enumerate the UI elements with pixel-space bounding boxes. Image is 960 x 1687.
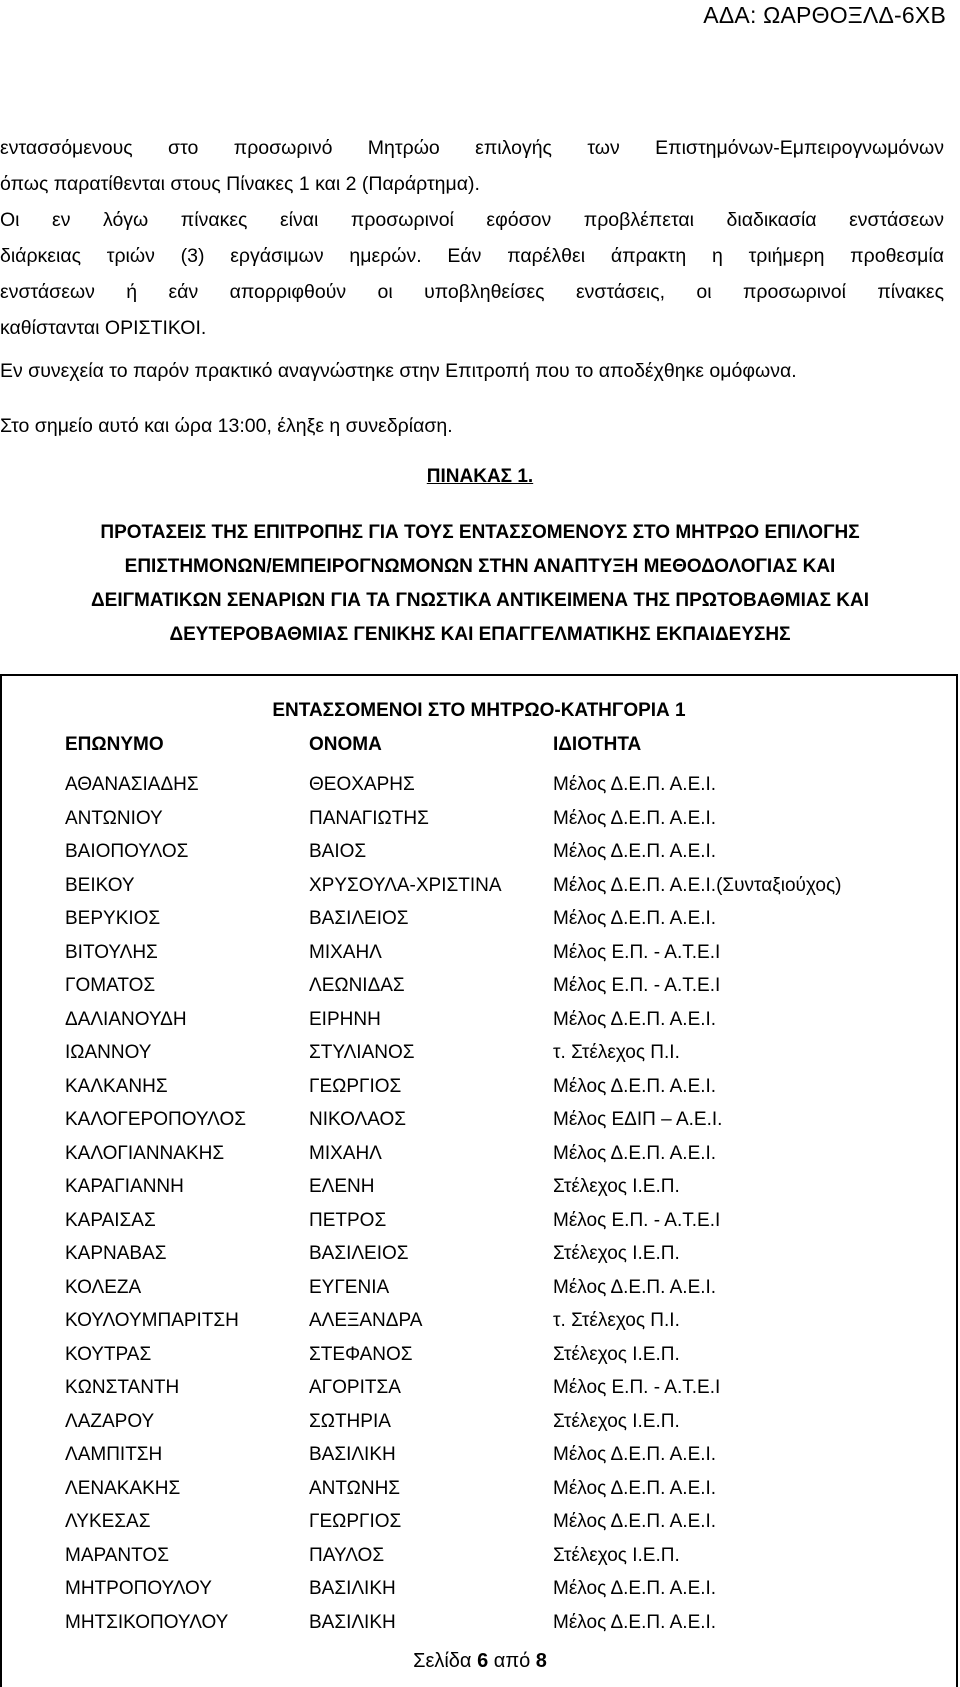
cell-surname: ΚΩΝΣΤΑΝΤΗ <box>65 1377 180 1398</box>
cell-surname: ΛΑΖΑΡΟΥ <box>65 1410 155 1432</box>
cell-name: ΒΑΣΙΛΙΚΗ <box>309 1444 396 1465</box>
cell-name: ΣΤΕΦΑΝΟΣ <box>309 1343 413 1365</box>
cell-capacity: Μέλος Δ.Ε.Π. Α.Ε.Ι.(Συνταξιούχος) <box>553 874 842 896</box>
column-header-capacity: ΙΔΙΟΤΗΤΑ <box>553 734 642 755</box>
table-row <box>2 1438 956 1472</box>
table-row <box>2 902 956 936</box>
table-row <box>2 1137 956 1171</box>
cell-surname: ΔΑΛΙΑΝΟΥΔΗ <box>65 1008 187 1030</box>
cell-capacity: Στέλεχος Ι.Ε.Π. <box>553 1176 680 1197</box>
heading-line: ΠΡΟΤΑΣΕΙΣ ΤΗΣ ΕΠΙΤΡΟΠΗΣ ΓΙΑ ΤΟΥΣ ΕΝΤΑΣΣΟΜΕΝΟΥΣ ΣΤΟ ΜΗΤΡΩΟ ΕΠΙΛΟΓΗΣ <box>100 522 860 543</box>
cell-name: ΠΑΝΑΓΙΩΤΗΣ <box>309 807 429 829</box>
cell-capacity: Μέλος Δ.Ε.Π. Α.Ε.Ι. <box>553 908 717 929</box>
table-row <box>2 1070 956 1104</box>
approval-paragraph: Εν συνεχεία το παρόν πρακτικό αναγνώστηκε στην Επιτροπή που το αποδέχθηκε ομόφωνα. <box>0 360 797 382</box>
cell-surname: ΚΑΛΟΓΙΑΝΝΑΚΗΣ <box>65 1142 225 1164</box>
table-row <box>2 1606 956 1640</box>
cell-name: ΑΓΟΡΙΤΣΑ <box>309 1377 401 1398</box>
footer-page-number: 6 <box>477 1650 489 1672</box>
table-row <box>2 1338 956 1372</box>
cell-surname: ΛΑΜΠΙΤΣΗ <box>65 1444 163 1465</box>
footer-prefix: Σελίδα <box>413 1650 472 1672</box>
cell-name: ΕΥΓΕΝΙΑ <box>309 1276 390 1298</box>
cell-surname: ΛΕΝΑΚΑΚΗΣ <box>65 1477 181 1499</box>
table-row <box>2 1237 956 1271</box>
cell-surname: ΑΝΤΩΝΙΟΥ <box>65 807 163 829</box>
cell-surname: ΜΑΡΑΝΤΟΣ <box>65 1544 169 1566</box>
cell-name: ΒΑΣΙΛΕΙΟΣ <box>309 908 409 929</box>
cell-capacity: τ. Στέλεχος Π.Ι. <box>553 1042 680 1063</box>
table-title: ΠΙΝΑΚΑΣ 1. <box>426 466 534 487</box>
paragraph-line: ενστάσεων ή εάν απορριφθούν οι υποβληθείσες ενστάσεις, οι προσωρινοί πίνακες <box>0 281 944 303</box>
cell-capacity: Μέλος Ε.Π. - Α.Τ.Ε.Ι <box>553 1377 721 1398</box>
table-row <box>2 1472 956 1506</box>
cell-capacity: Μέλος Δ.Ε.Π. Α.Ε.Ι. <box>553 1477 717 1499</box>
cell-capacity: Στέλεχος Ι.Ε.Π. <box>553 1410 680 1432</box>
table-row <box>2 1304 956 1338</box>
table-row <box>2 802 956 836</box>
cell-name: ΘΕΟΧΑΡΗΣ <box>309 774 415 795</box>
paragraph-line: Οι εν λόγω πίνακες είναι προσωρινοί εφόσον προβλέπεται διαδικασία ενστάσεων <box>0 209 944 231</box>
cell-surname: ΜΗΤΣΙΚΟΠΟΥΛΟΥ <box>65 1611 229 1633</box>
cell-surname: ΛΥΚΕΣΑΣ <box>65 1511 151 1532</box>
cell-capacity: Μέλος Δ.Ε.Π. Α.Ε.Ι. <box>553 1075 717 1097</box>
cell-name: ΛΕΩΝΙΔΑΣ <box>309 975 405 996</box>
table-row <box>2 1271 956 1305</box>
cell-surname: ΚΑΛΚΑΝΗΣ <box>65 1075 168 1097</box>
cell-name: ΕΙΡΗΝΗ <box>309 1008 381 1030</box>
cell-name: ΒΑΣΙΛΙΚΗ <box>309 1611 396 1633</box>
table-row <box>2 1572 956 1606</box>
cell-surname: ΚΟΥΛΟΥΜΠΑΡΙΤΣΗ <box>65 1310 239 1331</box>
cell-name: ΒΑΣΙΛΕΙΟΣ <box>309 1243 409 1264</box>
cell-surname: ΚΟΛΕΖΑ <box>65 1276 142 1298</box>
table-heading <box>0 516 960 652</box>
table-row <box>2 1103 956 1137</box>
cell-surname: ΑΘΑΝΑΣΙΑΔΗΣ <box>65 774 199 795</box>
cell-surname: ΚΑΡΑΙΣΑΣ <box>65 1209 156 1231</box>
cell-capacity: Μέλος Δ.Ε.Π. Α.Ε.Ι. <box>553 841 717 862</box>
cell-surname: ΚΑΛΟΓΕΡΟΠΟΥΛΟΣ <box>65 1109 246 1130</box>
intro-paragraph <box>0 130 944 346</box>
cell-surname: ΓΟΜΑΤΟΣ <box>65 975 156 996</box>
cell-capacity: Στέλεχος Ι.Ε.Π. <box>553 1544 680 1566</box>
cell-surname: ΒΕΙΚΟΥ <box>65 874 135 896</box>
table-row <box>2 1405 956 1439</box>
paragraph-line: διάρκειας τριών (3) εργάσιμων ημερών. Εάν παρέλθει άπρακτη η τριήμερη προθεσμία <box>0 245 944 267</box>
table-row <box>2 1170 956 1204</box>
column-header-surname: ΕΠΩΝΥΜΟ <box>65 734 164 755</box>
heading-line: ΔΕΥΤΕΡΟΒΑΘΜΙΑΣ ΓΕΝΙΚΗΣ ΚΑΙ ΕΠΑΓΓΕΛΜΑΤΙΚΗΣ ΕΚΠΑΙΔΕΥΣΗΣ <box>169 624 791 645</box>
cell-capacity: Μέλος Δ.Ε.Π. Α.Ε.Ι. <box>553 1276 717 1298</box>
cell-name: ΝΙΚΟΛΑΟΣ <box>309 1109 407 1130</box>
page-footer <box>0 1650 960 1673</box>
table-row <box>2 1036 956 1070</box>
cell-surname: ΚΟΥΤΡΑΣ <box>65 1343 152 1365</box>
cell-capacity: Μέλος Δ.Ε.Π. Α.Ε.Ι. <box>553 1444 717 1465</box>
cell-capacity: Μέλος Δ.Ε.Π. Α.Ε.Ι. <box>553 1511 717 1532</box>
table-row <box>2 869 956 903</box>
cell-capacity: Μέλος Δ.Ε.Π. Α.Ε.Ι. <box>553 774 717 795</box>
cell-surname: ΚΑΡΑΓΙΑΝΝΗ <box>65 1176 184 1197</box>
table-row <box>2 768 956 802</box>
table-row <box>2 969 956 1003</box>
footer-total-pages: 8 <box>535 1650 547 1672</box>
cell-name: ΣΤΥΛΙΑΝΟΣ <box>309 1042 415 1063</box>
cell-name: ΠΕΤΡΟΣ <box>309 1209 387 1231</box>
table-body <box>2 768 956 1639</box>
cell-capacity: Μέλος Δ.Ε.Π. Α.Ε.Ι. <box>553 1008 717 1030</box>
cell-surname: ΒΙΤΟΥΛΗΣ <box>65 941 158 963</box>
cell-surname: ΜΗΤΡΟΠΟΥΛΟΥ <box>65 1578 212 1599</box>
cell-capacity: Μέλος Δ.Ε.Π. Α.Ε.Ι. <box>553 1611 717 1633</box>
registry-table <box>0 674 958 1687</box>
cell-name: ΓΕΩΡΓΙΟΣ <box>309 1511 402 1532</box>
cell-capacity: Μέλος Δ.Ε.Π. Α.Ε.Ι. <box>553 1578 717 1599</box>
cell-capacity: Μέλος Ε.Π. - Α.Τ.Ε.Ι <box>553 941 721 963</box>
cell-surname: ΚΑΡΝΑΒΑΣ <box>65 1243 167 1264</box>
cell-name: ΕΛΕΝΗ <box>309 1176 375 1197</box>
table-row <box>2 1371 956 1405</box>
table-row <box>2 1505 956 1539</box>
cell-capacity: Στέλεχος Ι.Ε.Π. <box>553 1243 680 1264</box>
cell-name: ΠΑΥΛΟΣ <box>309 1544 385 1566</box>
paragraph-line: όπως παρατίθενται στους Πίνακες 1 και 2 (Παράρτημα). <box>0 173 480 195</box>
cell-surname: ΒΕΡΥΚΙΟΣ <box>65 908 161 929</box>
heading-line: ΕΠΙΣΤΗΜΟΝΩΝ/ΕΜΠΕΙΡΟΓΝΩΜΟΝΩΝ ΣΤΗΝ ΑΝΑΠΤΥΞΗ ΜΕΘΟΔΟΛΟΓΙΑΣ ΚΑΙ <box>124 556 836 577</box>
cell-name: ΑΛΕΞΑΝΔΡΑ <box>309 1310 423 1331</box>
footer-middle: από <box>493 1650 531 1672</box>
cell-capacity: Στέλεχος Ι.Ε.Π. <box>553 1343 680 1365</box>
cell-name: ΜΙΧΑΗΛ <box>309 1142 382 1164</box>
paragraph-line: καθίστανται ΟΡΙΣΤΙΚΟΙ. <box>0 317 207 339</box>
cell-name: ΜΙΧΑΗΛ <box>309 941 382 963</box>
cell-capacity: Μέλος Ε.Π. - Α.Τ.Ε.Ι <box>553 1209 721 1231</box>
heading-line: ΔΕΙΓΜΑΤΙΚΩΝ ΣΕΝΑΡΙΩΝ ΓΙΑ ΤΑ ΓΝΩΣΤΙΚΑ ΑΝΤΙΚΕΙΜΕΝΑ ΤΗΣ ΠΡΩΤΟΒΑΘΜΙΑΣ ΚΑΙ <box>91 590 869 611</box>
category-title: ΕΝΤΑΣΣΟΜΕΝΟΙ ΣΤΟ ΜΗΤΡΩΟ-ΚΑΤΗΓΟΡΙΑ 1 <box>272 700 686 721</box>
cell-surname: ΒΑΙΟΠΟΥΛΟΣ <box>65 841 189 862</box>
cell-name: ΒΑΣΙΛΙΚΗ <box>309 1578 396 1599</box>
paragraph-line: εντασσόμενους στο προσωρινό Μητρώο επιλογής των Επιστημόνων-Εμπειρογνωμόνων <box>0 137 944 159</box>
cell-name: ΣΩΤΗΡΙΑ <box>309 1410 391 1432</box>
table-row <box>2 1539 956 1573</box>
cell-surname: ΙΩΑΝΝΟΥ <box>65 1042 152 1063</box>
cell-capacity: Μέλος Ε.Π. - Α.Τ.Ε.Ι <box>553 975 721 996</box>
cell-name: ΓΕΩΡΓΙΟΣ <box>309 1075 402 1097</box>
cell-capacity: Μέλος Δ.Ε.Π. Α.Ε.Ι. <box>553 1142 717 1164</box>
table-row <box>2 835 956 869</box>
document-code: ΑΔΑ: ΩΑΡΘΟΞΛΔ-6ΧΒ <box>703 2 946 28</box>
table-row <box>2 1204 956 1238</box>
cell-capacity: τ. Στέλεχος Π.Ι. <box>553 1310 680 1331</box>
column-header-name: ΟΝΟΜΑ <box>309 734 382 755</box>
cell-name: ΒΑΙΟΣ <box>309 841 367 862</box>
table-row <box>2 1003 956 1037</box>
cell-capacity: Μέλος Δ.Ε.Π. Α.Ε.Ι. <box>553 807 717 829</box>
table-row <box>2 936 956 970</box>
closing-paragraph: Στο σημείο αυτό και ώρα 13:00, έληξε η συνεδρίαση. <box>0 415 453 437</box>
cell-capacity: Μέλος ΕΔΙΠ – Α.Ε.Ι. <box>553 1109 723 1130</box>
cell-name: ΑΝΤΩΝΗΣ <box>309 1477 401 1499</box>
cell-name: ΧΡΥΣΟΥΛΑ-ΧΡΙΣΤΙΝΑ <box>309 874 502 896</box>
